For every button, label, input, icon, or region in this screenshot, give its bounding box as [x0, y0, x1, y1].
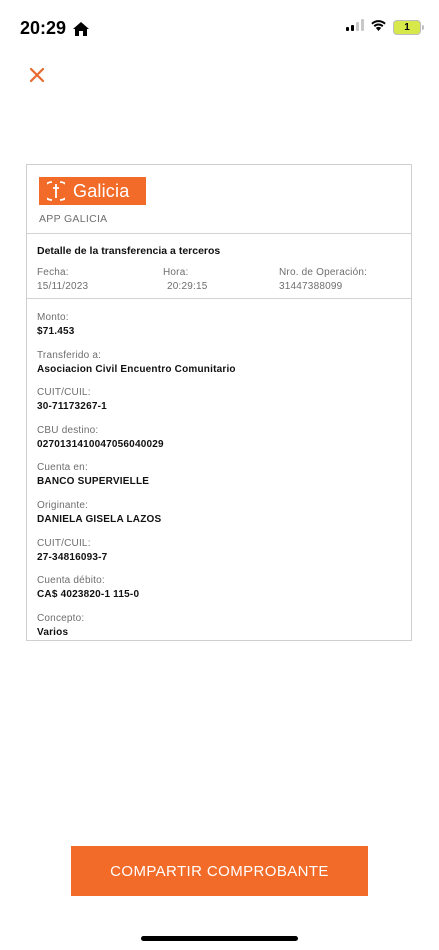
field-recipient: [37, 349, 397, 387]
date-value: 15/11/2023: [37, 281, 89, 292]
receipt-title: Detalle de la transferencia a terceros: [37, 245, 221, 257]
field-recipient-cuit: [37, 386, 397, 424]
field-value: Varios: [37, 626, 69, 638]
cellular-signal-icon: [346, 18, 364, 36]
field-amount: [37, 311, 397, 349]
field-debit-account: [37, 574, 397, 612]
app-label: APP GALICIA: [39, 213, 108, 225]
field-label: Originante:: [37, 499, 89, 511]
field-label: Monto:: [37, 312, 69, 323]
field-label: Cuenta débito:: [37, 575, 105, 587]
divider: [27, 233, 411, 234]
field-value: CA$ 4023820-1 115-0: [37, 589, 140, 601]
field-label: CUIT/CUIL:: [37, 537, 91, 549]
field-cbu: [37, 424, 397, 462]
date-label: Fecha:: [37, 267, 69, 278]
home-icon: [72, 21, 90, 37]
field-label: CUIT/CUIL:: [37, 387, 91, 399]
field-value: $71.453: [37, 326, 75, 337]
field-value: 30-71173267-1: [37, 401, 107, 413]
status-time-text: 20:29: [20, 18, 67, 38]
field-value: DANIELA GISELA LAZOS: [37, 513, 162, 525]
field-label: Cuenta en:: [37, 462, 88, 474]
receipt-fields: [37, 311, 397, 649]
field-concept: [37, 612, 397, 650]
battery-indicator: [393, 20, 421, 35]
operation-label: Nro. de Operación:: [279, 267, 368, 278]
battery-level: 1: [404, 21, 410, 33]
galicia-logo-icon: [47, 180, 65, 202]
brand-name: Galicia: [73, 180, 130, 201]
status-indicators: [346, 18, 421, 36]
close-icon: [28, 66, 46, 84]
field-value: 27-34816093-7: [37, 551, 108, 563]
time-column: [163, 267, 208, 292]
share-receipt-button[interactable]: COMPARTIR COMPROBANTE: [71, 846, 368, 896]
close-button[interactable]: [28, 66, 46, 84]
field-value: 0270131410047056040029: [37, 438, 164, 450]
field-label: Transferido a:: [37, 349, 102, 361]
status-bar: [0, 0, 439, 50]
operation-column: [279, 267, 367, 292]
field-originator-cuit: [37, 537, 397, 575]
operation-value: 31447388099: [279, 281, 343, 292]
wifi-icon: [370, 18, 387, 36]
field-value: Asociacion Civil Encuentro Comunitario: [37, 363, 236, 375]
receipt-card: [26, 164, 412, 641]
field-label: CBU destino:: [37, 424, 99, 436]
field-value: BANCO SUPERVIELLE: [37, 476, 150, 488]
divider: [27, 298, 411, 299]
home-indicator[interactable]: [141, 936, 298, 941]
field-label: Concepto:: [37, 612, 85, 624]
time-label: Hora:: [163, 267, 189, 278]
time-value: 20:29:15: [167, 281, 208, 292]
field-bank: [37, 461, 397, 499]
date-column: [37, 267, 88, 292]
status-time: [20, 18, 90, 39]
galicia-logo: [39, 177, 146, 205]
field-originator: [37, 499, 397, 537]
